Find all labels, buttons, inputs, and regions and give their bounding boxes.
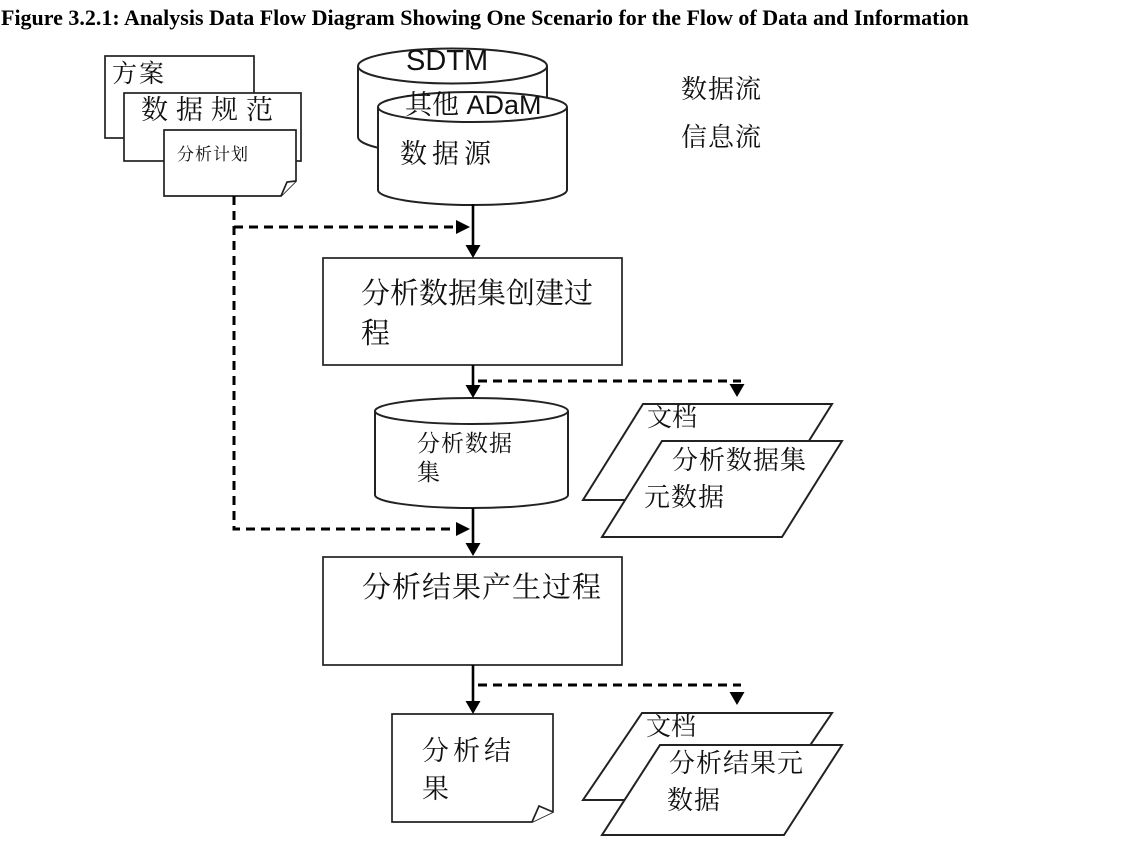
- arrowhead-right-icon: [456, 220, 470, 234]
- results-process-label: 分析结果产生过程: [362, 572, 603, 604]
- analysis-dataset-line2: 集: [417, 460, 441, 485]
- dataset-creation-process-label: [361, 274, 593, 354]
- other-adam-label: 其他 ADaM: [405, 90, 542, 120]
- dataset-meta-doc-label: 文档: [647, 405, 698, 432]
- results-meta-doc-label: 文档: [646, 714, 697, 741]
- results-meta-label-line1: 分析结果元: [669, 749, 805, 778]
- analysis-dataset-label: [417, 429, 513, 487]
- analysis-results-label: [422, 732, 515, 808]
- dataset-creation-process-line2: 程: [361, 318, 391, 350]
- figure-title: Figure 3.2.1: Analysis Data Flow Diagram Showing One Scenario for the Flow of Data and Information: [1, 5, 969, 30]
- arrowhead-down-icon: [730, 384, 745, 397]
- analysis-results-line1: 分析结: [422, 736, 515, 766]
- results-meta-label-line2: 数据: [667, 786, 722, 815]
- data-spec-label: 数据规范: [141, 95, 281, 125]
- arrowhead-down-icon: [730, 692, 745, 705]
- arrowhead-down-icon: [466, 385, 481, 398]
- legend-data-flow-label: 数据流: [681, 75, 763, 104]
- data-source-label: 数据源: [400, 139, 496, 169]
- analysis-dataset-line1: 分析数据: [417, 431, 513, 456]
- analysis-results-line2: 果: [422, 774, 453, 804]
- dataset-meta-label-line2: 元数据: [644, 483, 726, 512]
- protocol-label: 方案: [112, 61, 167, 88]
- dataset-creation-process-line1: 分析数据集创建过: [361, 278, 594, 310]
- arrowhead-down-icon: [466, 543, 481, 556]
- analysis-plan-label: 分析计划: [177, 145, 249, 164]
- arrowhead-down-icon: [466, 245, 481, 258]
- dataset-meta-label-line1: 分析数据集: [672, 446, 808, 475]
- arrowhead-down-icon: [466, 701, 481, 714]
- analysis-dataset-cylinder-top: [375, 398, 568, 424]
- legend-info-flow-label: 信息流: [681, 123, 763, 152]
- arrowhead-right-icon: [456, 522, 470, 536]
- sdtm-label: SDTM: [406, 45, 489, 77]
